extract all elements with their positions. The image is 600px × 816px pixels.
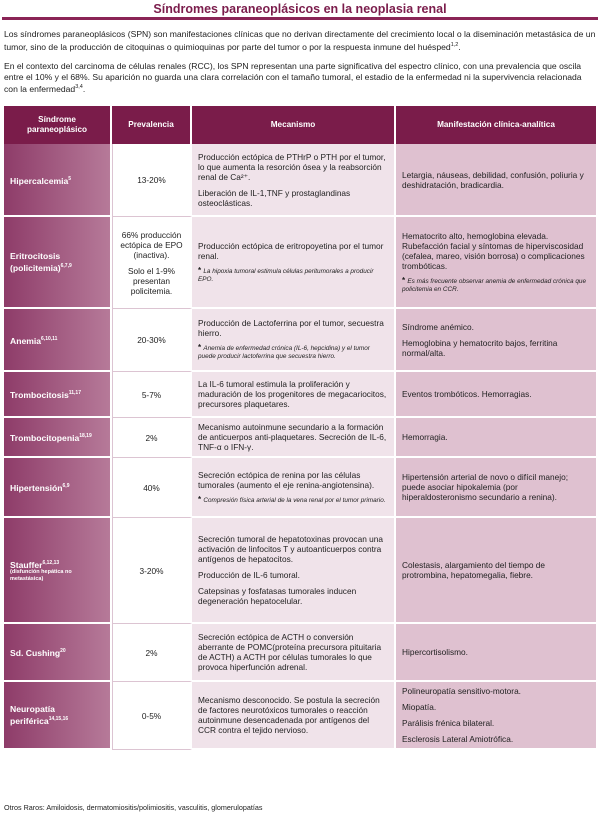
syndrome-ref: 6,9	[62, 483, 70, 490]
table-row	[4, 458, 596, 518]
syndrome-ref: 18,19	[79, 433, 92, 440]
manifestation-text: Letargia, náuseas, debilidad, confusión, poliuria y deshidratación, bradicardia.	[402, 169, 584, 190]
mechanism-cell	[192, 418, 396, 458]
mechanism-cell	[192, 518, 396, 624]
mechanism-note-text: Compresión física arterial de la vena renal por el tumor primario.	[203, 496, 386, 504]
mechanism-text: Secreción tumoral de hepatotoxinas provocan una activación de linfocitos T y autoanticuerpos contra antígenos de hepatocitos.	[198, 534, 383, 564]
syndrome-ref: 20	[60, 648, 66, 655]
syndrome-cell	[4, 458, 112, 518]
manifestation-cell	[396, 458, 596, 518]
syndrome-cell	[4, 624, 112, 682]
table-row	[4, 144, 596, 217]
asterisk-icon: *	[198, 265, 204, 275]
mechanism-note	[198, 496, 388, 505]
syndrome-ref: 6,10,11	[41, 335, 58, 342]
manifestation-text: Colestasis, alargamiento del tiempo de protrombina, hepatomegalia, fiebre.	[402, 560, 545, 580]
intro-ref-2: 3,4	[75, 84, 83, 90]
mechanism-cell	[192, 458, 396, 518]
table-row	[4, 372, 596, 418]
manifestation-text: Eventos trombóticos. Hemorragias.	[402, 389, 532, 399]
table-row	[4, 624, 596, 682]
asterisk-icon: *	[198, 494, 204, 504]
manifestation-cell	[396, 518, 596, 624]
syndrome-ref: 5	[68, 175, 72, 182]
syndrome-cell	[4, 682, 112, 750]
prevalence-text: Solo el 1-9% presentan policitemia.	[127, 265, 176, 296]
prevalence-cell	[112, 144, 192, 217]
asterisk-icon: *	[198, 343, 204, 352]
syndrome-subtitle: (disfunción hepática no metastásica)	[10, 569, 72, 582]
syndrome-name: Neuropatía periférica	[10, 704, 55, 726]
manifestation-text: Hematocrito alto, hemoglobina elevada. Rubefacción facial y síntomas de hiperviscosidad (cefalea, mareo, visión borrosa) o complicaciones trombóticas.	[402, 230, 585, 271]
mechanism-cell	[192, 217, 396, 309]
syndrome-ref: 6,7,9	[60, 263, 72, 270]
manifestation-text: Polineuropatía sensitivo-motora.	[402, 686, 521, 696]
prevalence-cell	[112, 458, 192, 518]
prevalence-text: 2%	[145, 647, 158, 658]
prevalence-text: 13-20%	[137, 175, 166, 185]
syndrome-name: Eritrocitosis (policitemia)	[10, 251, 61, 273]
mechanism-text: La IL-6 tumoral estimula la proliferación y maduración de los progenitores de megacariocitos, precursores plaquetares.	[198, 379, 387, 409]
prevalence-text: 20-30%	[137, 335, 166, 345]
manifestation-cell	[396, 144, 596, 217]
mechanism-text: Producción ectópica de PTHrP o PTH por el tumor, lo que aumenta la resorción ósea y la reabsorción renal de Ca²⁺.	[198, 151, 386, 182]
mechanism-cell	[192, 144, 396, 217]
manifestation-cell	[396, 217, 596, 309]
table-row	[4, 518, 596, 624]
prevalence-text: 40%	[143, 482, 160, 493]
manifestation-cell	[396, 309, 596, 372]
prevalence-cell	[112, 418, 192, 458]
prevalence-cell	[112, 682, 192, 750]
mechanism-cell	[192, 624, 396, 682]
mechanism-text: Liberación de IL-1,TNF y prostaglandinas osteoclásticas.	[198, 187, 351, 208]
manifestation-text: Miopatía.	[402, 702, 437, 712]
mechanism-text: Producción ectópica de eritropoyetina por el tumor renal.	[198, 240, 384, 261]
manifestation-text: Esclerosis Lateral Amiotrófica.	[402, 734, 514, 744]
mechanism-cell	[192, 682, 396, 750]
intro-paragraph-2: En el contexto del carcinoma de células renales (RCC), los SPN representan una parte significativa del espectro clínico, con una prevalencia que oscila entre el 10% y el 68%. Su aparición no guarda una clara correlación con el tamaño tumoral, el estadio de la enfermedad ni la supervivencia relacionada con la enfermedad$^{3,4}$.	[4, 61, 582, 94]
manifestation-cell	[396, 372, 596, 418]
syndrome-name: Anemia	[10, 335, 42, 346]
intro-text-2: En el contexto del carcinoma de células renales (RCC), los SPN representan una parte significativa del espectro clínico, con una prevalencia que oscila entre el 10% y el 68%. Su aparición no guarda una clara correlación con el tamaño tumoral, el estadio de la enfermedad ni la supervivencia relacionada con la enfermedad	[4, 61, 582, 94]
syndrome-cell	[4, 372, 112, 418]
mechanism-cell	[192, 309, 396, 372]
table-header-row	[4, 106, 596, 144]
manifestation-note-text: Es más frecuente observar anemia de enfermedad crónica que policitemia en CCR.	[402, 277, 587, 293]
mechanism-text: Catepsinas y fosfatasas tumorales inducen degeneración hepatocelular.	[198, 586, 357, 606]
syndrome-name: Hipertensión	[10, 482, 63, 493]
mechanism-text: Secreción ectópica de ACTH o conversión aberrante de POMC(proteína precursora pituitaria de ACTH) a ACTH por células tumorales lo que provoca hiperfunción adrenal.	[198, 632, 382, 672]
mechanism-text: Mecanismo desconocido. Se postula la secreción de factores neurotóxicos tumorales o reacción autoinmune desencadenada por antígenos del CCR contra el tejido nervioso.	[198, 695, 380, 735]
title-divider	[2, 17, 598, 20]
syndrome-cell	[4, 418, 112, 458]
syndromes-table	[4, 106, 596, 750]
asterisk-icon: *	[402, 275, 408, 285]
manifestation-text: Hemorragia.	[402, 432, 448, 442]
table-body	[4, 144, 596, 750]
prevalence-cell	[112, 309, 192, 372]
manifestation-text: Hipercortisolismo.	[402, 647, 468, 657]
header-manifestation: Manifestación clínica-analítica	[396, 106, 596, 144]
prevalence-cell	[112, 624, 192, 682]
mechanism-note-text: La hipoxia tumoral estimula células peritumorales a producir EPO.	[198, 267, 374, 283]
mechanism-text: Producción de IL-6 tumoral.	[198, 570, 300, 580]
syndrome-name: Trombocitopenia	[10, 432, 80, 443]
mechanism-text: Mecanismo autoinmune secundario a la formación de anticuerpos anti-plaquetares. Secreción de IL-6, TNF-α o IFN-γ.	[198, 422, 387, 452]
table-row	[4, 418, 596, 458]
syndrome-cell	[4, 144, 112, 217]
table-row	[4, 309, 596, 372]
syndrome-name: Sd. Cushing	[10, 647, 61, 658]
syndrome-ref: 14,15,16	[48, 716, 69, 723]
intro-ref-1: 1,2	[450, 41, 459, 48]
syndrome-ref: 11,17	[68, 390, 81, 397]
manifestation-text: Hipertensión arterial de novo o difícil manejo; puede asociar hipokalemia (por hiperaldosteronismo secundario a renina).	[402, 472, 569, 502]
syndrome-cell	[4, 518, 112, 624]
header-mechanism: Mecanismo	[192, 106, 396, 144]
page-title: Síndromes paraneoplásicos en la neoplasia renal	[153, 2, 447, 16]
intro-paragraph-1: Los síndromes paraneoplásicos (SPN) son manifestaciones clínicas que no derivan directamente del crecimiento local o la diseminación metastásica de un tumor, sino de la producción de citoquinas o quimioquinas por parte del tumor o por la respuesta inmune del huésped$^{1,2}$.	[4, 29, 596, 52]
manifestation-text: Parálisis frénica bilateral.	[402, 718, 495, 728]
syndrome-name: Stauffer	[10, 559, 43, 570]
prevalence-text: 5-7%	[141, 389, 162, 400]
syndrome-ref: 6,12,13	[42, 559, 60, 566]
header-prevalence: Prevalencia	[112, 106, 192, 144]
mechanism-note-text: Anemia de enfermedad crónica (IL-6, hepcidina) y el tumor puede producir lactoferrina que secuestra hierro.	[198, 345, 370, 360]
manifestation-cell	[396, 682, 596, 750]
prevalence-text: 66% producción ectópica de EPO (inactiva).	[120, 229, 183, 260]
prevalence-cell	[112, 372, 192, 418]
prevalence-text: 0-5%	[141, 710, 162, 721]
header-syndrome: Síndrome paraneoplásico	[4, 106, 112, 144]
prevalence-text: 3-20%	[139, 565, 164, 576]
mechanism-note	[198, 344, 388, 361]
manifestation-text: Hemoglobina y hematocrito bajos, ferritina normal/alta.	[402, 337, 558, 358]
table-row	[4, 682, 596, 750]
table-row	[4, 217, 596, 309]
manifestation-note	[402, 277, 590, 294]
syndrome-cell	[4, 309, 112, 372]
syndrome-name: Hipercalcemia	[10, 175, 69, 186]
manifestation-cell	[396, 624, 596, 682]
manifestation-text: Síndrome anémico.	[402, 321, 474, 332]
prevalence-cell	[112, 518, 192, 624]
syndrome-name: Trombocitosis	[10, 389, 69, 400]
footer-note: Otros Raros: Amiloidosis, dermatomiositis/polimiositis, vasculitis, glomerulopatías	[4, 803, 263, 812]
mechanism-cell	[192, 372, 396, 418]
prevalence-cell	[112, 217, 192, 309]
intro-text-1: Los síndromes paraneoplásicos (SPN) son manifestaciones clínicas que no derivan directamente del crecimiento local o la diseminación metastásica de un tumor, sino de la producción de citoquinas o quimioquinas por parte del tumor o por la respuesta inmune del huésped	[4, 29, 596, 52]
syndrome-cell	[4, 217, 112, 309]
mechanism-note	[198, 267, 388, 284]
manifestation-cell	[396, 418, 596, 458]
mechanism-text: Secreción ectópica de renina por las células tumorales (aumento el eje renina-angiotensina).	[198, 469, 375, 490]
mechanism-text: Producción de Lactoferrina por el tumor, secuestra hierro.	[198, 318, 384, 338]
prevalence-text: 2%	[145, 432, 158, 443]
